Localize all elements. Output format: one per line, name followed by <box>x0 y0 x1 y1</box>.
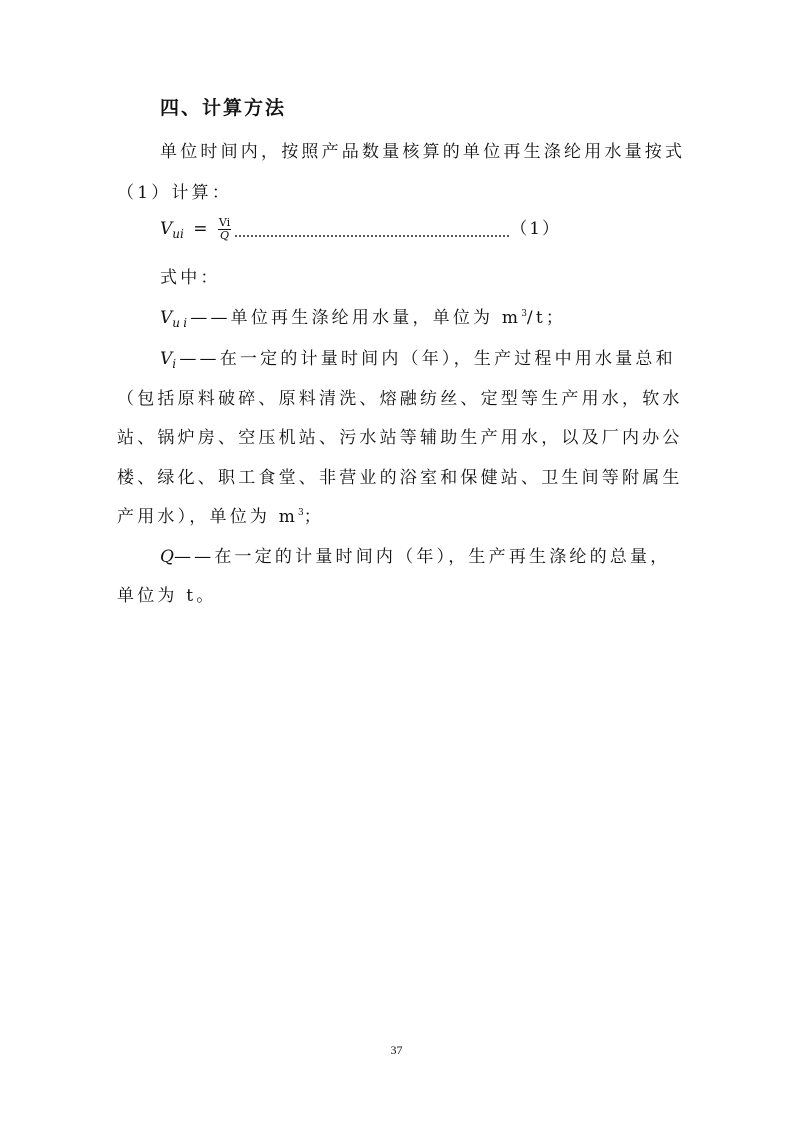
vui-symbol-subscript: ui <box>172 316 191 330</box>
definition-vi-line-2: （包括原料破碎、原料清洗、熔融纺丝、定型等生产用水，软水 <box>117 389 683 409</box>
definition-vi-line-5 <box>117 502 324 527</box>
vi-symbol-subscript: i <box>172 357 180 371</box>
formula-numerator: Vi <box>218 216 231 229</box>
page-number: 37 <box>390 1043 403 1057</box>
definition-vi-line-4: 楼、绿化、职工食堂、非营业的浴室和保健站、卫生间等附属生 <box>117 468 683 488</box>
definition-q-line-2: 单位为 t。 <box>117 586 217 606</box>
vui-text: ——单位再生涤纶用水量，单位为 <box>190 308 502 328</box>
vui-unit-tail: /t； <box>526 308 567 328</box>
formula-1 <box>160 214 560 250</box>
formula-equals: = <box>193 219 208 239</box>
section-heading: 四、计算方法 <box>160 97 287 119</box>
where-label: 式中： <box>160 268 221 288</box>
vi-symbol: V <box>160 349 173 369</box>
formula-fraction <box>218 217 231 242</box>
vui-symbol: V <box>160 308 173 328</box>
q-text-line-1: ——在一定的计量时间内（年），生产再生涤纶的总量， <box>173 547 671 567</box>
intro-line-1: 单位时间内，按照产品数量核算的单位再生涤纶用水量按式 <box>160 142 686 162</box>
definition-vui <box>160 303 566 330</box>
intro-line-2: （1）计算： <box>117 183 233 203</box>
formula-denominator: Q <box>220 229 230 242</box>
vi-unit-tail: ； <box>303 507 324 527</box>
formula-lhs: V <box>160 219 173 239</box>
equation-number: （1） <box>510 219 562 239</box>
vui-unit-superscript: 3 <box>521 309 527 319</box>
vi-text-line-5: 产用水），单位为 <box>117 507 279 527</box>
definition-vi-line-1 <box>160 344 676 371</box>
leader-dots <box>234 235 510 237</box>
vi-unit: m <box>278 507 299 527</box>
formula-lhs-subscript: ui <box>172 227 184 241</box>
vui-unit: m <box>501 308 522 328</box>
definition-vi-line-3: 站、锅炉房、空压机站、污水站等辅助生产用水，以及厂内办公 <box>117 428 683 448</box>
vi-text-line-1: ——在一定的计量时间内（年），生产过程中用水量总和 <box>179 349 676 369</box>
q-symbol: Q <box>160 547 174 567</box>
definition-q-line-1 <box>160 542 670 567</box>
vi-unit-superscript: 3 <box>298 508 304 518</box>
